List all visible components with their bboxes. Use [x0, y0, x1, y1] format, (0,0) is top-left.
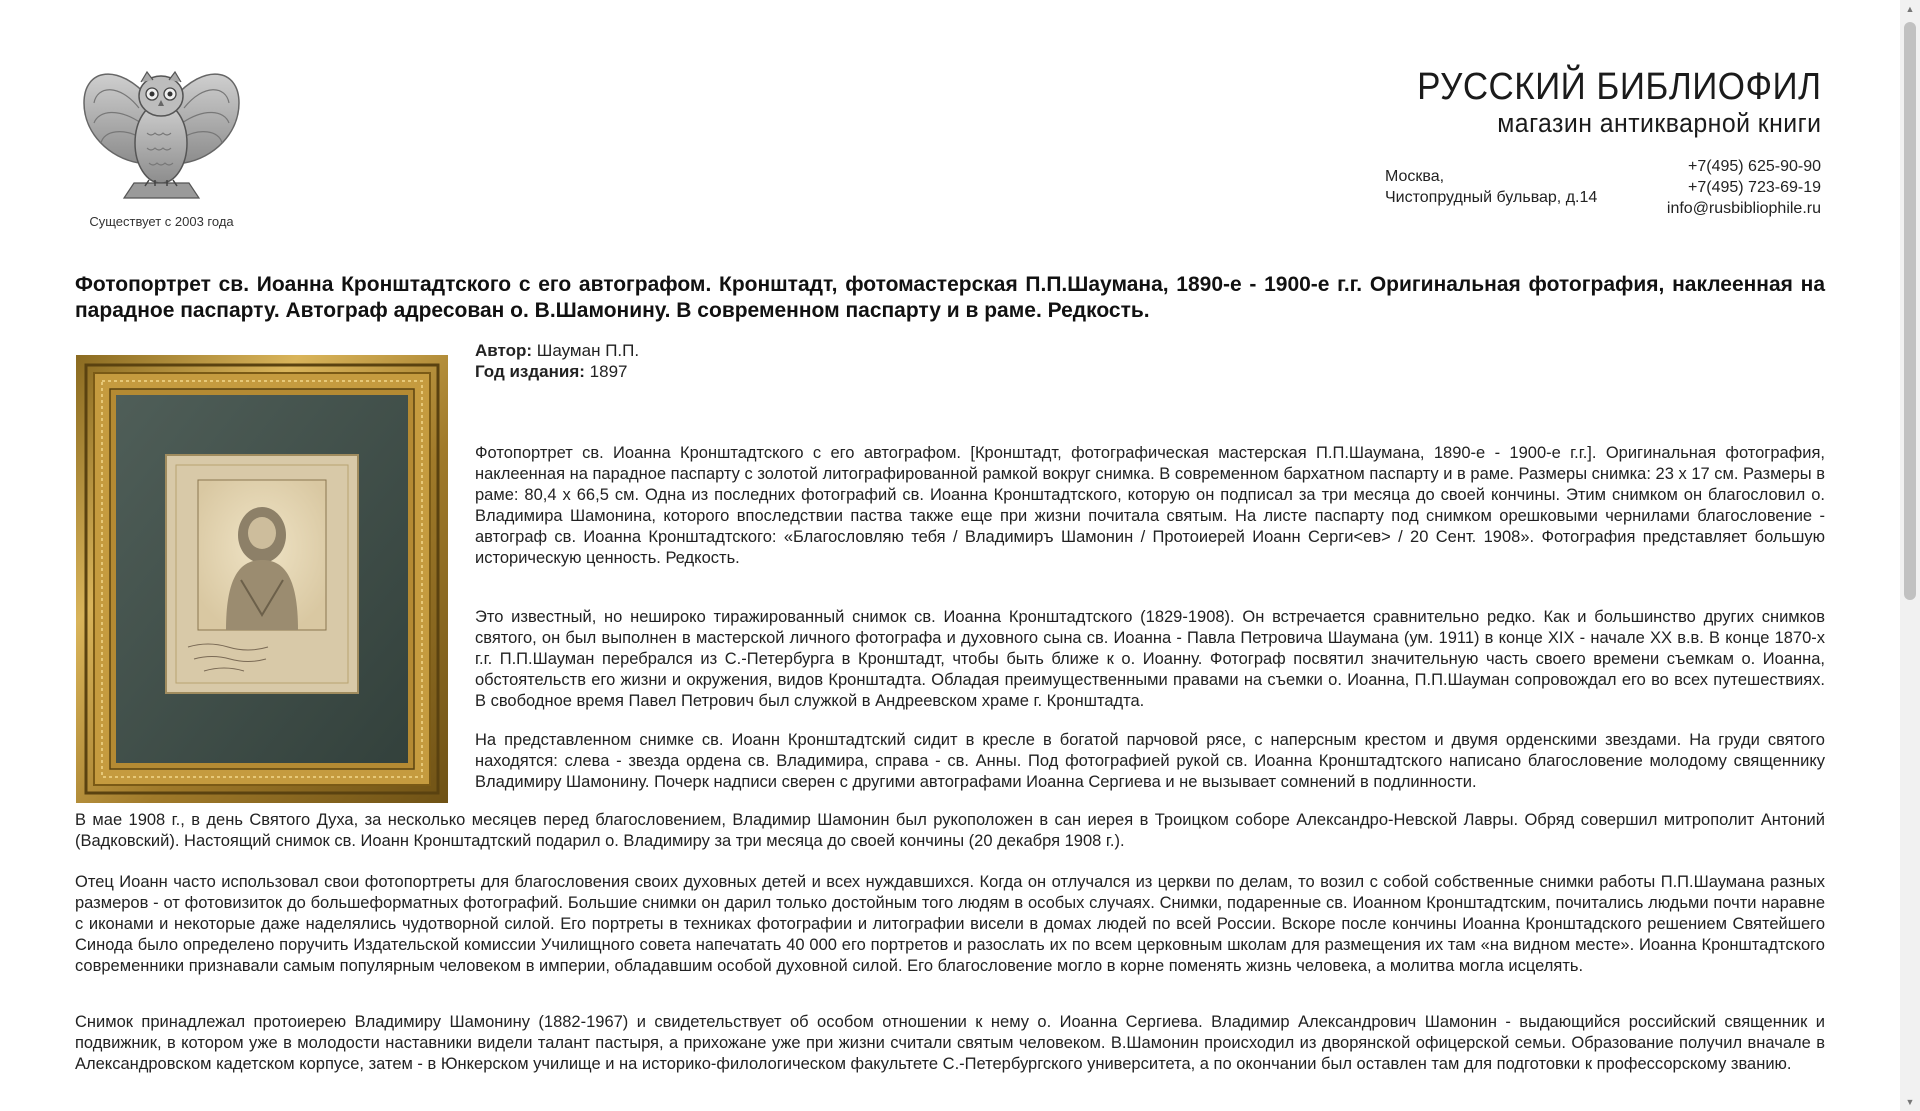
- framed-photo-image[interactable]: [76, 355, 448, 803]
- logo-tagline: Существует с 2003 года: [89, 214, 234, 229]
- product-title: Фотопортрет св. Иоанна Кронштадтского с его автографом. Кронштадт, фотомастерская П.П.Шаумана, 1890-е - 1900-е г.г. Оригинальная фотография, наклеенная на парадное паспарту. Автограф адресован о. В.Шамонину. В современном паспарту и в раме. Редкость.: [75, 273, 1825, 322]
- store-contacts: [1667, 156, 1821, 219]
- address-city: Москва,: [1385, 168, 1445, 185]
- year-label: Год издания:: [475, 362, 585, 381]
- vertical-scrollbar[interactable]: [1900, 0, 1920, 1111]
- brand-title: РУССКИЙ БИБЛИОФИЛ: [1416, 66, 1821, 108]
- scroll-down-arrow-icon[interactable]: ▼: [1905, 1097, 1915, 1107]
- author-value: Шауман П.П.: [536, 341, 640, 360]
- year-value: 1897: [589, 362, 628, 381]
- description-paragraph: На представленном снимке св. Иоанн Кронштадтский сидит в кресле в богатой парчовой рясе, с наперсным крестом и двумя орденскими звездами. На груди святого находятся: слева - звезда ордена св. Владимира, справа - св. Анны. Под фотографией рукой св. Иоанна Кронштадтского написано благословение молодому священнику Владимиру Шамонину. Почерк надписи сверен с другими автографами Иоанна Сергиева и не вызывает сомнений в подлинности.: [475, 731, 1825, 791]
- email-link[interactable]: info@rusbibliophile.ru: [1666, 200, 1821, 217]
- product-meta: [475, 340, 639, 382]
- store-address: [1385, 166, 1597, 208]
- description-paragraph: В мае 1908 г., в день Святого Духа, за несколько месяцев перед благословением, Владимир Шамонин был рукоположен в сан иерея в Троицком соборе Александро-Невской Лавры. Обряд совершил митрополит Антоний (Вадковский). Настоящий снимок св. Иоанн Кронштадтский подарил о. Владимиру за три месяца до своей кончины (20 декабря 1908 г.).: [75, 811, 1825, 850]
- scroll-up-arrow-icon[interactable]: ▲: [1905, 4, 1915, 14]
- description-paragraph: Отец Иоанн часто использовал свои фотопортреты для благословения своих духовных детей и всех нуждавшихся. Когда он отлучался из церкви по делам, то возил с собой собственные снимки работы П.П.Шаумана разных размеров - от фотовизиток до большеформатных фотографий. Большие снимки он дарил только достойным того людям в особых случаях. Снимки, подаренные св. Иоанном Кронштадтским, почитались людьми почти наравне с иконами и некоторые даже наделялись чудотворной силой. Его портреты в техниках фотографии и литографии висели в домах людей по всей России. Вскоре после кончины Иоанна Кронштадского решением Святейшего Синода было определено поручить Издательской комиссии Училищного совета напечатать 40 000 его портретов и разослать их по всем церковным школам для размещения их там «на видном месте». Иоанна Кронштадтского современники признавали самым популярным человеком в империи, обладавшим особой духовной силой. Его благословение могло в корне поменять жизнь человека, а молитва могла исцелять.: [75, 873, 1825, 975]
- year-row: [475, 361, 639, 382]
- author-label: Автор:: [475, 341, 533, 360]
- phone-link-1[interactable]: +7(495) 625-90-90: [1688, 158, 1821, 175]
- phone-link-2[interactable]: +7(495) 723-69-19: [1688, 179, 1821, 196]
- site-logo[interactable]: [74, 58, 249, 229]
- brand-heading[interactable]: [1382, 66, 1822, 138]
- description-paragraph: Снимок принадлежал протоиерею Владимиру Шамонину (1882-1967) и свидетельствует об особом отношении к нему о. Иоанна Сергиева. Владимир Александрович Шамонин - выдающийся российский священник и подвижник, в котором уже в молодости наставники видели талант пастыря, а прихожане уже при жизни считали святым человеком. В.Шамонин происходил из дворянской офицерской семьи. Образование получил вначале в Александровском кадетском корпусе, затем - в Юнкерском училище и на историко-филологическом факультете С.-Петербургского университета, а по окончании был оставлен там для подготовки к профессорскому званию.: [75, 1013, 1825, 1073]
- address-street: Чистопрудный бульвар, д.14: [1385, 189, 1598, 206]
- author-row: [475, 340, 639, 361]
- scrollbar-thumb[interactable]: [1904, 22, 1916, 600]
- brand-subtitle: магазин антикварной книги: [1496, 108, 1821, 138]
- owl-logo-icon: [79, 58, 244, 203]
- description-paragraph: Фотопортрет св. Иоанна Кронштадтского с его автографом. [Кронштадт, фотографическая мастерская П.П.Шаумана, 1890-е - 1900-е г.г.]. Оригинальная фотография, наклеенная на парадное паспарту с золотой литографированной рамкой вокруг снимка. В современном бархатном паспарту и в раме. Размеры снимка: 23 х 17 см. Размеры в раме: 80,4 х 66,5 см. Одна из последних фотографий св. Иоанна Кронштадтского, которую он подписал за три месяца до своей кончины. Этим снимком он благословил о. Владимира Шамонина, которого впоследствии паства также еще при жизни почитала святым. На листе паспарту под снимком орешковыми чернилами благословение - автограф св. Иоанна Кронштадтского: «Благословляю тебя / Владимиръ Шамонин / Протоиерей Иоанн Серги<ев> / 20 Сент. 1908». Фотография представляет большую историческую ценность. Редкость.: [475, 444, 1825, 567]
- description-paragraph: Это известный, но нешироко тиражированный снимок св. Иоанна Кронштадтского (1829-1908). Он встречается сравнительно редко. Как и большинство других снимков святого, он был выполнен в мастерской личного фотографа и духовного сына св. Иоанна - Павла Петровича Шаумана (ум. 1911) в конце XIX - начале XX в.в. В конце 1870-х г.г. П.П.Шауман перебрался из С.-Петербурга в Кронштадт, чтобы быть ближе к о. Иоанну. Фотограф посвятил значительную часть своего времени съемкам о. Иоанна, обстоятельств его жизни и окружения, видов Кронштадта. Обладая преимущественными правами на съемки о. Иоанна, П.П.Шауман сопровождал его во всех путешествиях. В свободное время Павел Петрович был служкой в Андреевском храме г. Кронштадта.: [475, 608, 1825, 710]
